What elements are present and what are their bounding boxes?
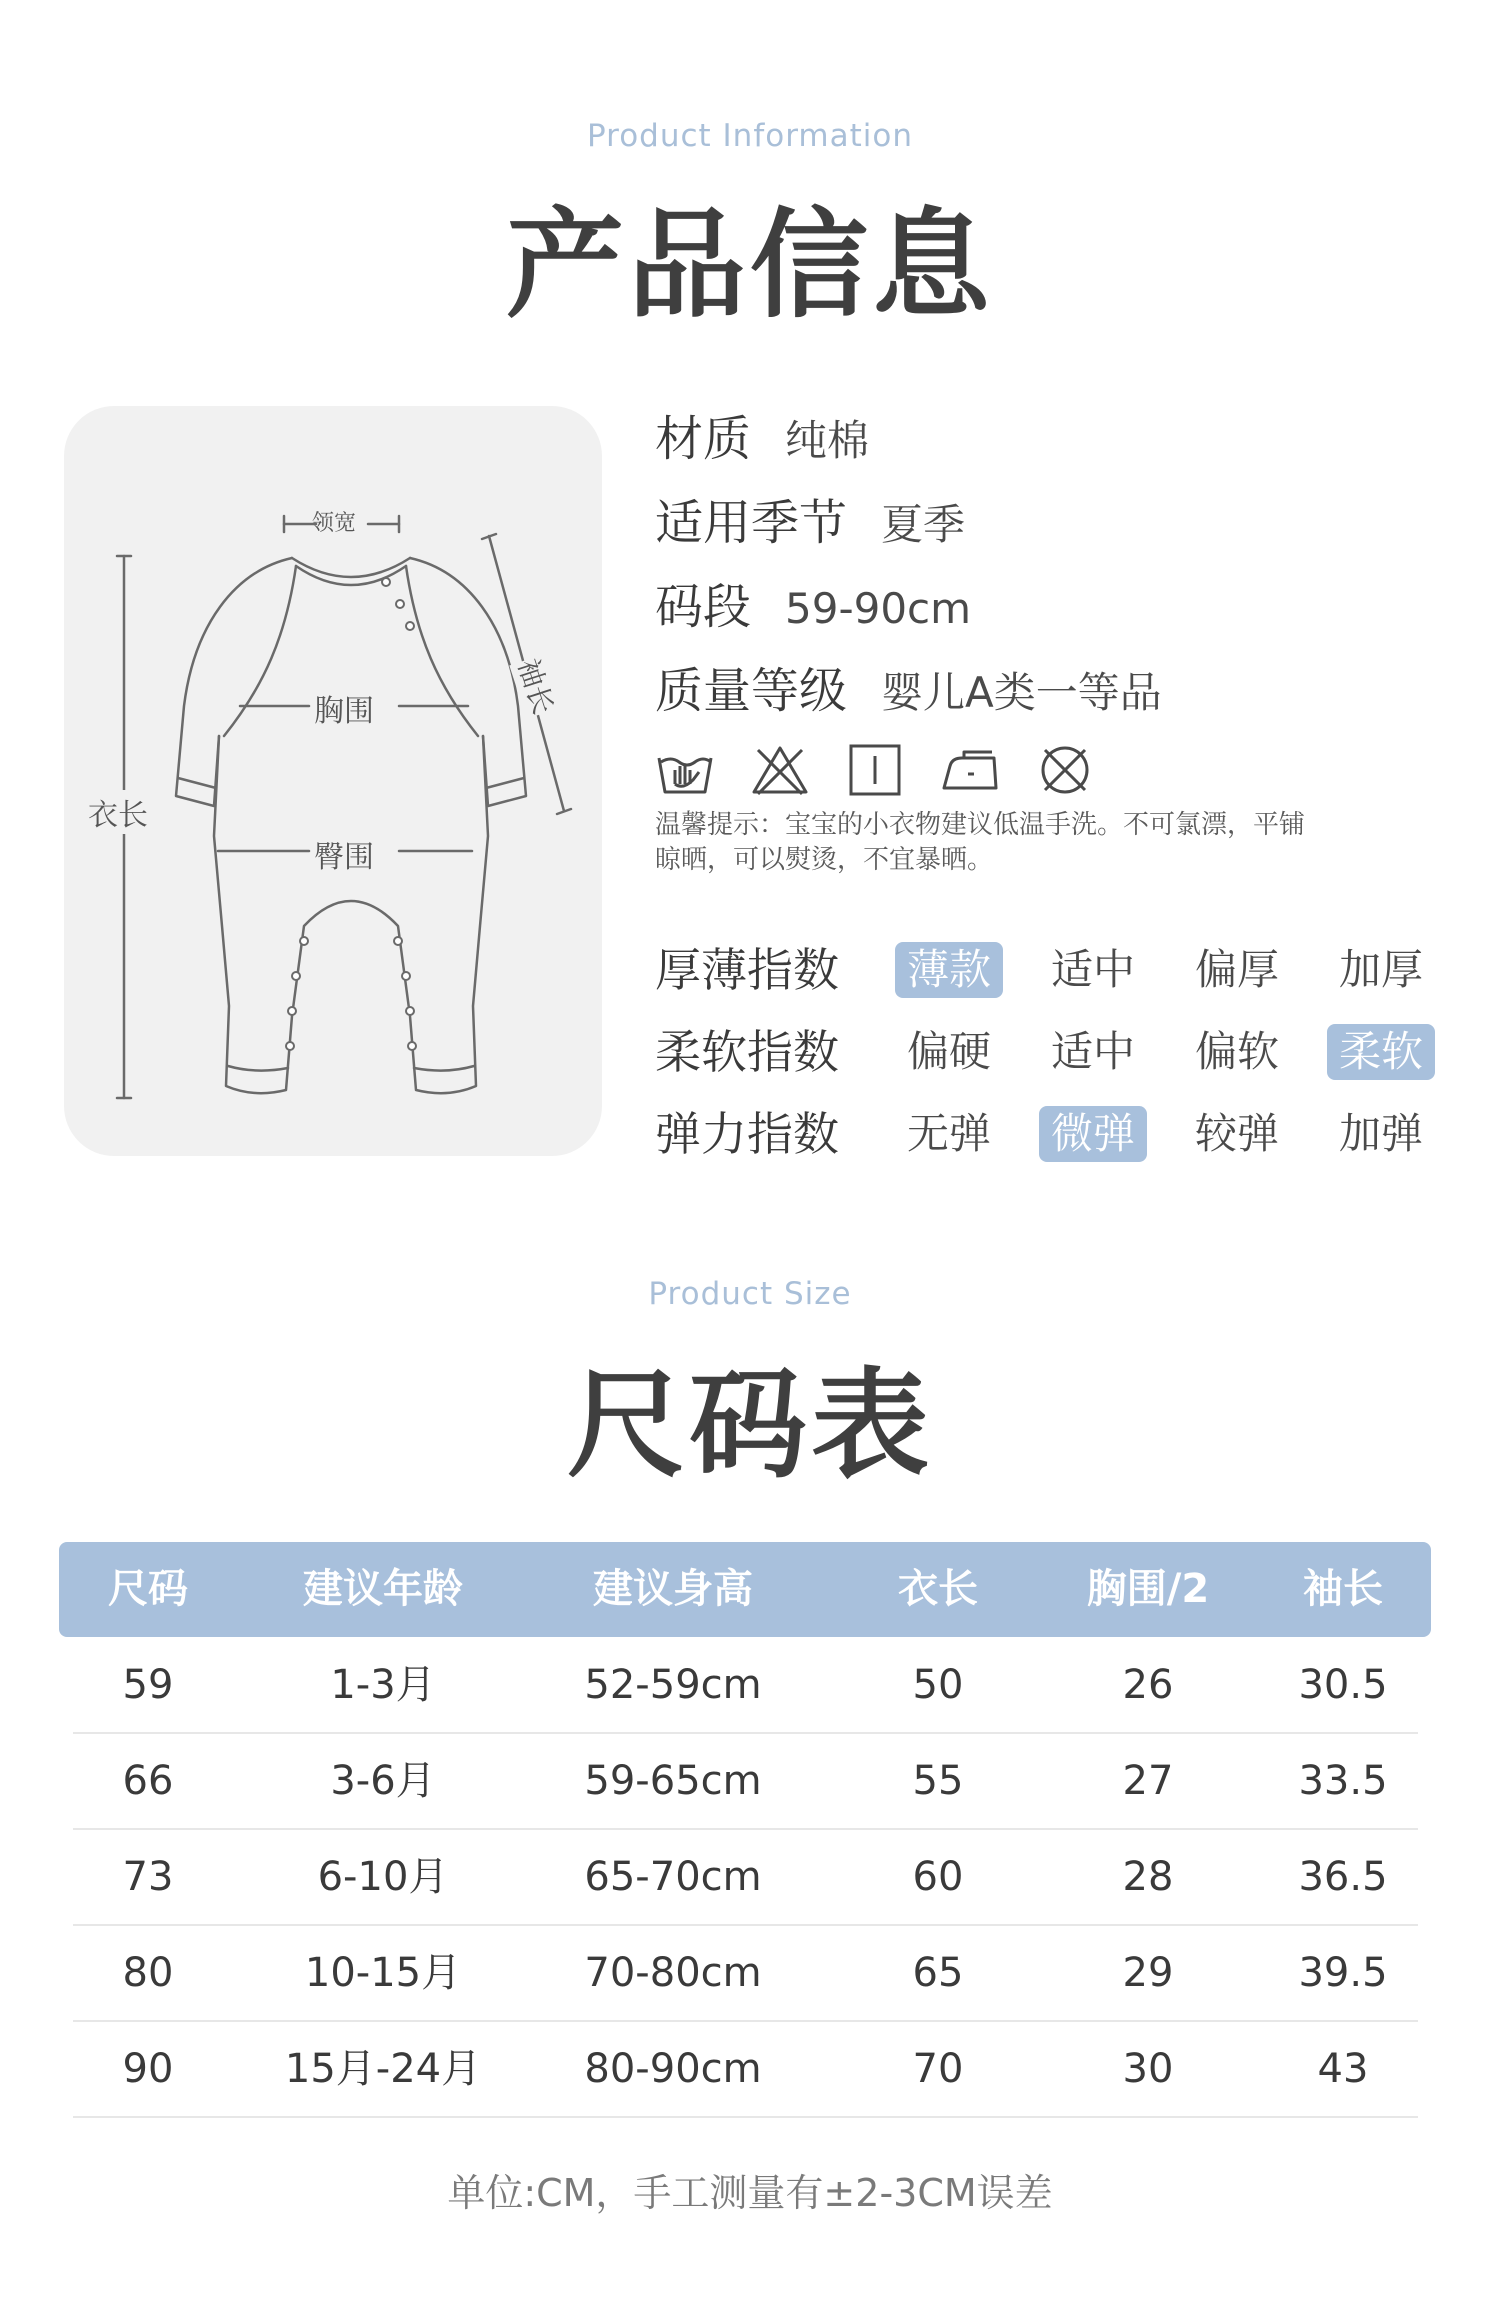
table-cell: 80-90cm xyxy=(584,2046,762,2092)
table-cell: 27 xyxy=(1122,1758,1174,1804)
table-cell: 65-70cm xyxy=(584,1854,762,1900)
spec-size-range xyxy=(655,568,971,638)
hand-wash-icon xyxy=(655,740,715,800)
table-row xyxy=(73,1830,1418,1926)
table-cell: 66 xyxy=(122,1758,174,1804)
index-option: 偏软 xyxy=(1194,1027,1279,1076)
measurement-note: 单位:CM，手工测量有±2-3CM误差 xyxy=(447,2171,1053,2215)
care-tip xyxy=(655,808,1395,878)
spec-value: 夏季 xyxy=(881,500,966,549)
tumble-dry-icon xyxy=(845,740,905,800)
index-option: 较弹 xyxy=(1194,1109,1279,1158)
size-subtitle: Product Size xyxy=(648,1276,852,1312)
care-icons xyxy=(655,740,1415,800)
index-option-selected: 微弹 xyxy=(1039,1106,1147,1162)
table-cell: 1-3月 xyxy=(330,1662,436,1708)
table-cell: 50 xyxy=(912,1662,964,1708)
table-cell: 80 xyxy=(122,1950,174,1996)
table-cell: 3-6月 xyxy=(330,1758,436,1804)
table-cell: 43 xyxy=(1317,2046,1369,2092)
spec-label: 材质 xyxy=(655,411,752,467)
spec-label: 适用季节 xyxy=(655,495,848,551)
index-option-selected: 薄款 xyxy=(895,942,1003,998)
column-header: 尺码 xyxy=(108,1566,188,1612)
table-cell: 65 xyxy=(912,1950,964,1996)
spec-value: 59-90cm xyxy=(785,584,972,633)
table-cell: 55 xyxy=(912,1758,964,1804)
size-table-header xyxy=(59,1542,1431,1637)
spec-label: 码段 xyxy=(655,579,752,635)
hip-label: 臀围 xyxy=(314,840,374,875)
table-cell: 33.5 xyxy=(1298,1758,1388,1804)
size-title: 尺码表 xyxy=(566,1356,933,1494)
table-row xyxy=(73,1638,1418,1734)
table-cell: 36.5 xyxy=(1298,1854,1388,1900)
table-row xyxy=(73,2022,1418,2118)
table-cell: 60 xyxy=(912,1854,964,1900)
column-header: 袖长 xyxy=(1303,1566,1383,1612)
table-cell: 28 xyxy=(1122,1854,1174,1900)
table-cell: 59-65cm xyxy=(584,1758,762,1804)
table-cell: 59 xyxy=(122,1662,174,1708)
no-bleach-icon xyxy=(750,740,810,800)
index-option: 加弹 xyxy=(1338,1109,1423,1158)
collar-label: 领宽 xyxy=(312,511,357,536)
table-cell: 10-15月 xyxy=(304,1950,462,1996)
spec-material xyxy=(655,400,869,470)
index-label: 厚薄指数 xyxy=(655,943,839,997)
table-cell: 90 xyxy=(122,2046,174,2092)
table-cell: 73 xyxy=(122,1854,174,1900)
table-row xyxy=(73,1926,1418,2022)
spec-quality xyxy=(655,652,1162,722)
table-cell: 26 xyxy=(1122,1662,1174,1708)
care-tip-line: 温馨提示：宝宝的小衣物建议低温手洗。不可氯漂，平铺 xyxy=(655,810,1306,840)
column-header: 建议年龄 xyxy=(303,1566,463,1612)
index-option: 适中 xyxy=(1050,945,1135,994)
chest-label: 胸围 xyxy=(314,694,374,729)
spec-label: 质量等级 xyxy=(655,663,848,719)
table-cell: 70-80cm xyxy=(584,1950,762,1996)
thickness-index xyxy=(655,940,1445,1000)
index-label: 柔软指数 xyxy=(655,1025,839,1079)
index-option: 偏厚 xyxy=(1194,945,1279,994)
column-header: 衣长 xyxy=(898,1566,978,1612)
table-cell: 29 xyxy=(1122,1950,1174,1996)
index-option: 偏硬 xyxy=(906,1027,991,1076)
spec-value: 婴儿A类一等品 xyxy=(881,668,1162,717)
table-row xyxy=(73,1734,1418,1830)
iron-icon xyxy=(940,740,1000,800)
index-option: 适中 xyxy=(1050,1027,1135,1076)
index-option-selected: 柔软 xyxy=(1327,1024,1435,1080)
softness-index xyxy=(655,1022,1445,1082)
table-cell: 39.5 xyxy=(1298,1950,1388,1996)
table-cell: 6-10月 xyxy=(317,1854,449,1900)
garment-diagram xyxy=(64,406,602,1156)
spec-season xyxy=(655,484,965,554)
length-label: 衣长 xyxy=(88,790,148,834)
table-cell: 30 xyxy=(1122,2046,1174,2092)
table-cell: 52-59cm xyxy=(584,1662,762,1708)
no-dry-clean-icon xyxy=(1035,740,1095,800)
table-cell: 70 xyxy=(912,2046,964,2092)
index-label: 弹力指数 xyxy=(655,1107,839,1161)
column-header: 建议身高 xyxy=(593,1566,753,1612)
index-option: 加厚 xyxy=(1338,945,1423,994)
table-cell: 30.5 xyxy=(1298,1662,1388,1708)
care-tip-line: 晾晒，可以熨烫，不宜暴晒。 xyxy=(655,845,994,875)
info-title: 产品信息 xyxy=(505,196,994,334)
column-header: 胸围/2 xyxy=(1086,1566,1210,1612)
table-cell: 15月-24月 xyxy=(284,2046,482,2092)
elasticity-index xyxy=(655,1104,1445,1164)
info-subtitle: Product Information xyxy=(586,118,913,154)
index-option: 无弹 xyxy=(906,1109,991,1158)
spec-value: 纯棉 xyxy=(785,416,870,465)
sleeve-label: 袖长 xyxy=(509,653,564,719)
